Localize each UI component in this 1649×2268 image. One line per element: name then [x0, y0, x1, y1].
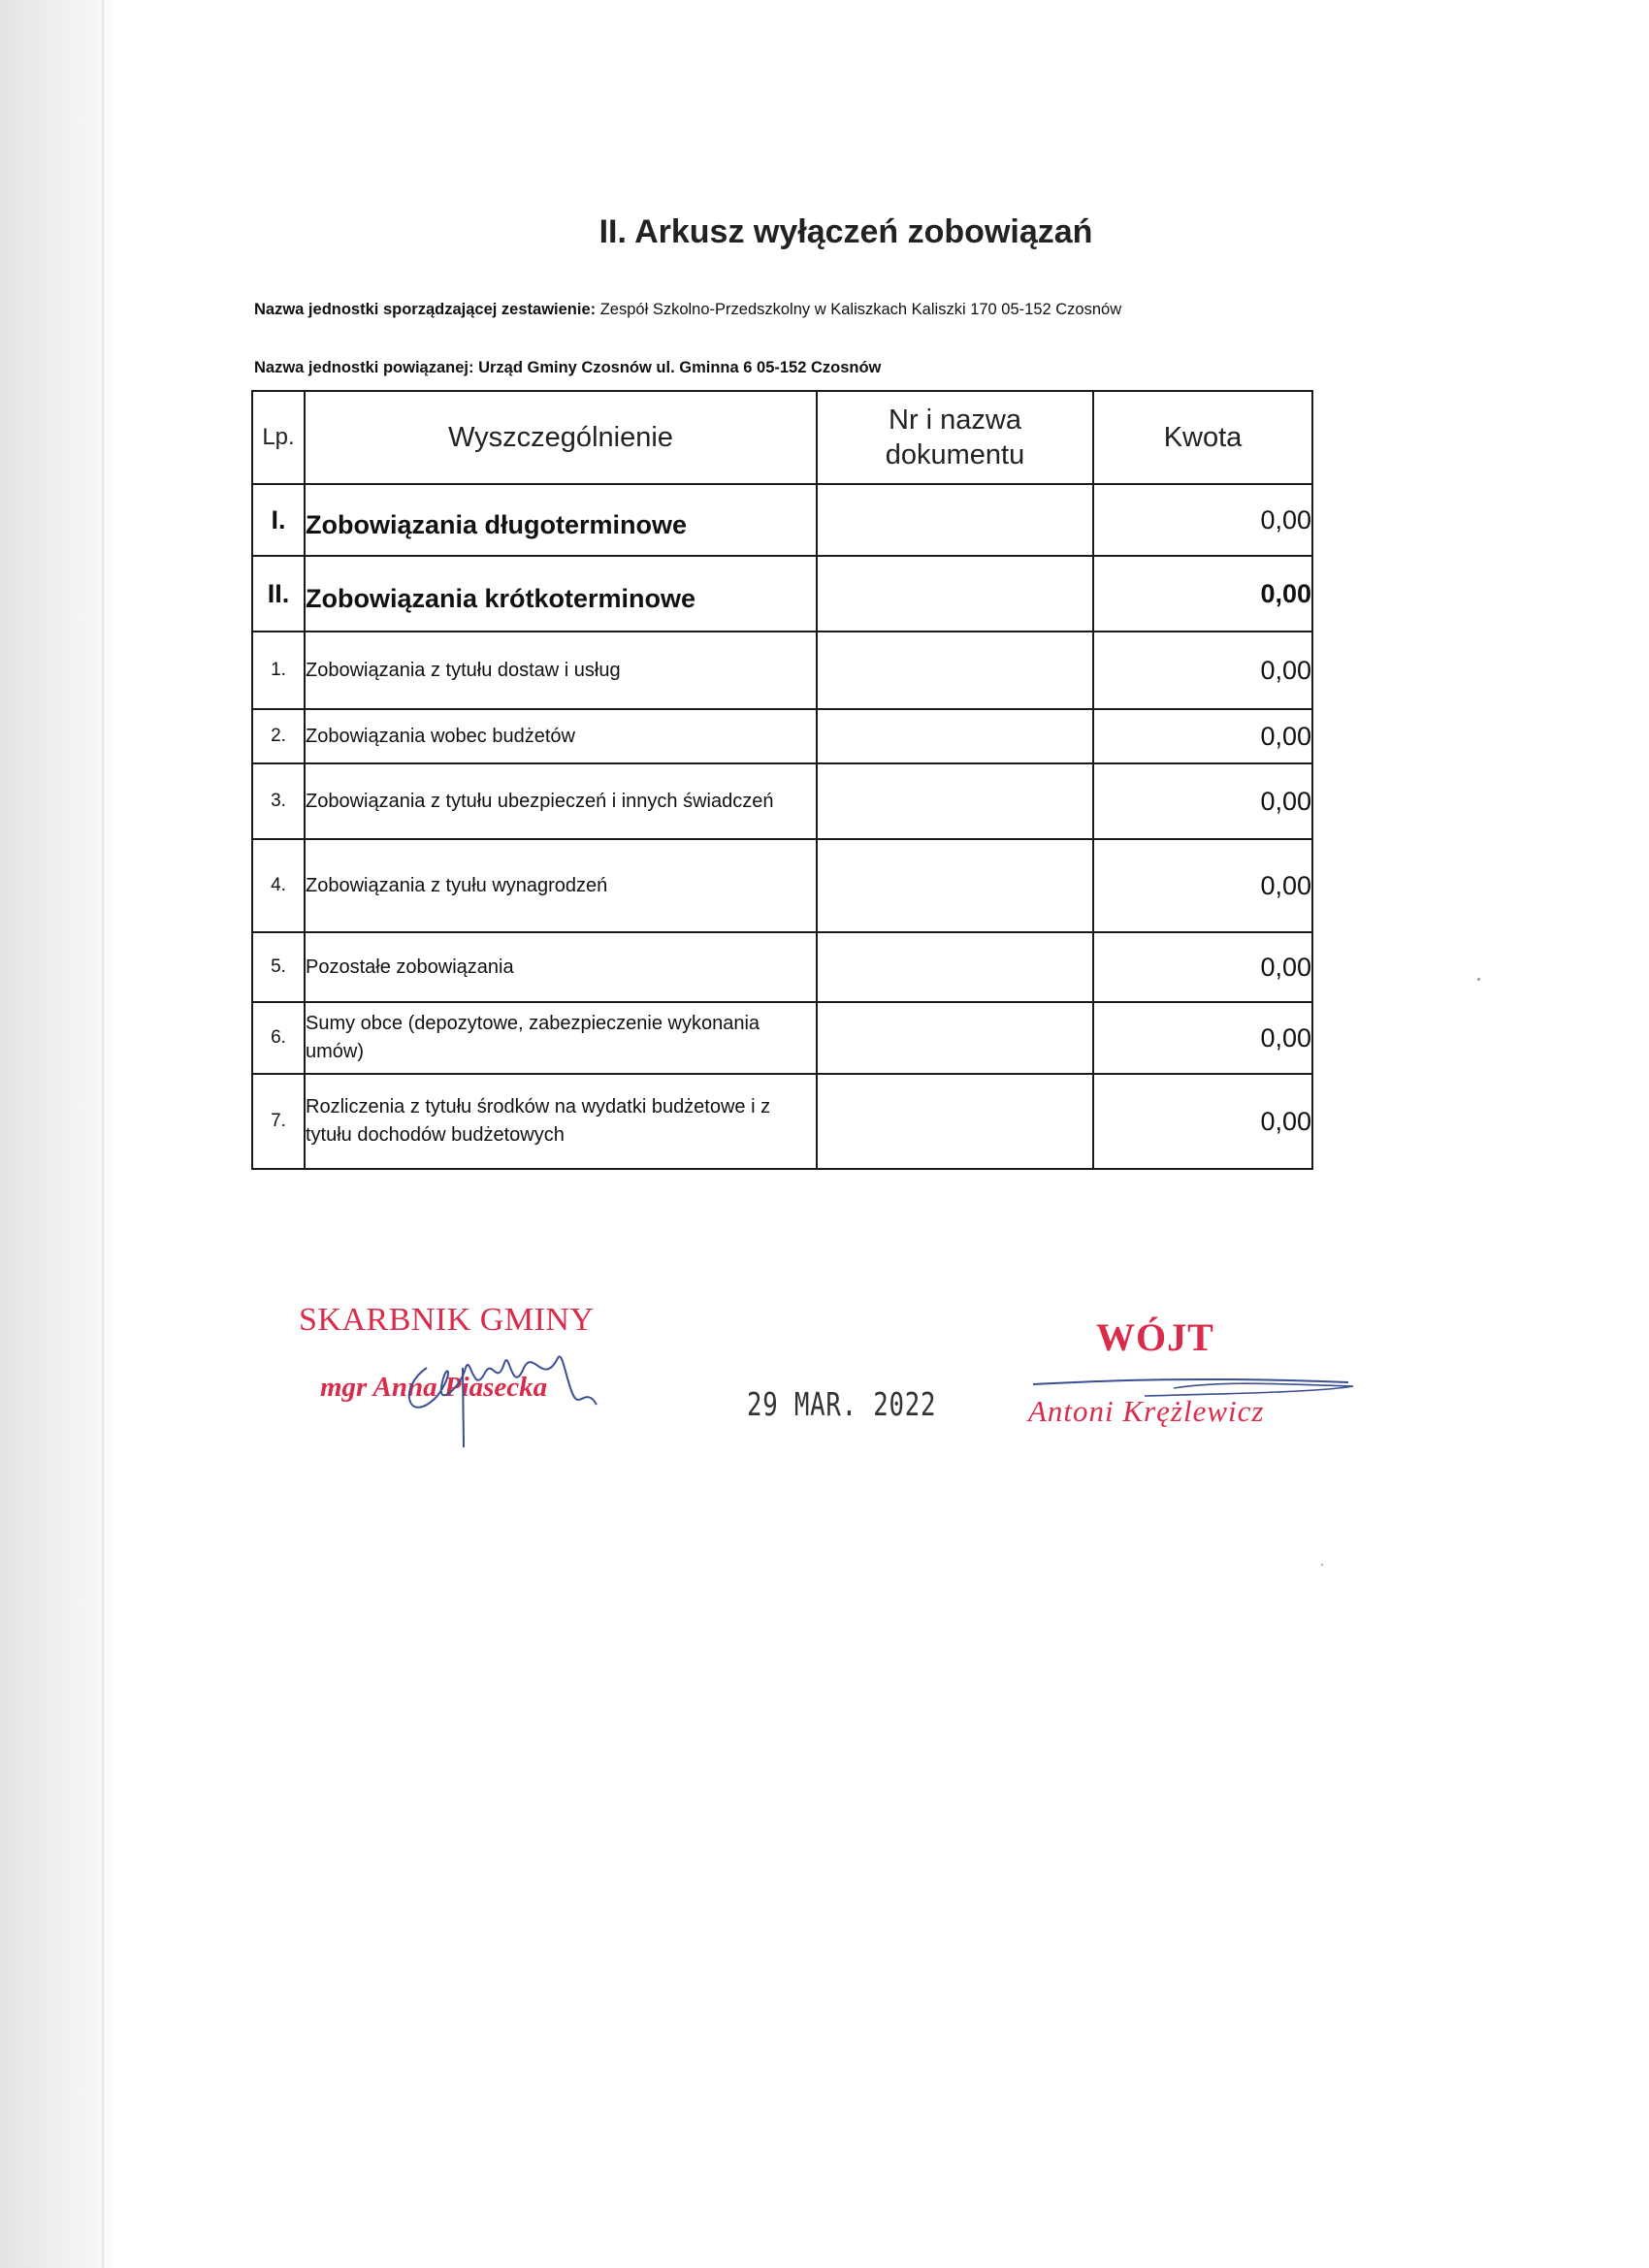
- table-row: [252, 556, 1312, 632]
- row-document: [817, 556, 1093, 632]
- row-description: Zobowiązania z tyułu wynagrodzeń: [305, 839, 817, 932]
- liabilities-table: [251, 390, 1313, 1170]
- row-description: Zobowiązania długoterminowe: [305, 484, 817, 556]
- row-description: Zobowiązania z tytułu ubezpieczeń i innych świadczeń: [305, 763, 817, 839]
- scan-edge-line: [102, 0, 104, 2268]
- reporting-unit-label: Nazwa jednostki sporządzającej zestawienie:: [254, 301, 597, 318]
- related-unit-value: Urząd Gminy Czosnów ul. Gminna 6 05-152 Czosnów: [478, 359, 882, 376]
- row-number: 7.: [252, 1074, 305, 1169]
- row-document: [817, 1002, 1093, 1074]
- mayor-stamp: [1028, 1314, 1358, 1441]
- treasurer-stamp-title: SKARBNIK GMINY: [299, 1302, 595, 1338]
- row-amount: 0,00: [1093, 709, 1312, 763]
- treasurer-stamp: [299, 1302, 619, 1428]
- row-document: [817, 632, 1093, 709]
- row-amount: 0,00: [1093, 839, 1312, 932]
- row-number: 6.: [252, 1002, 305, 1074]
- row-number: 2.: [252, 709, 305, 763]
- row-number: 3.: [252, 763, 305, 839]
- header-amount: Kwota: [1093, 391, 1312, 484]
- mayor-stamp-name: Antoni Krężlewicz: [1028, 1394, 1265, 1428]
- row-description: Sumy obce (depozytowe, zabezpieczenie wykonania umów): [305, 1002, 817, 1074]
- row-description: Rozliczenia z tytułu środków na wydatki budżetowe i z tytułu dochodów budżetowych: [305, 1074, 817, 1169]
- row-number: 5.: [252, 932, 305, 1002]
- row-amount: 0,00: [1093, 556, 1312, 632]
- scan-edge-shadow: [0, 0, 233, 2268]
- row-document: [817, 932, 1093, 1002]
- table-row: [252, 1074, 1312, 1169]
- row-amount: 0,00: [1093, 763, 1312, 839]
- row-description: Pozostałe zobowiązania: [305, 932, 817, 1002]
- row-amount: 0,00: [1093, 632, 1312, 709]
- table-row: [252, 484, 1312, 556]
- scan-speck: [1477, 978, 1480, 981]
- table-row: [252, 632, 1312, 709]
- row-number: II.: [252, 556, 305, 632]
- row-amount: 0,00: [1093, 484, 1312, 556]
- related-unit-label: Nazwa jednostki powiązanej:: [254, 359, 474, 376]
- row-description: Zobowiązania z tytułu dostaw i usług: [305, 632, 817, 709]
- header-description: Wyszczególnienie: [305, 391, 817, 484]
- table-row: [252, 763, 1312, 839]
- row-amount: 0,00: [1093, 1074, 1312, 1169]
- page-title: II. Arkusz wyłączeń zobowiązań: [598, 213, 1093, 250]
- table-header-row: [252, 391, 1312, 484]
- header-lp: Lp.: [252, 391, 305, 484]
- scan-speck: [1321, 1564, 1323, 1566]
- related-unit-line: [254, 359, 881, 377]
- row-document: [817, 763, 1093, 839]
- row-document: [817, 709, 1093, 763]
- date-stamp: 29 MAR. 2022: [747, 1385, 937, 1423]
- table-row: [252, 839, 1312, 932]
- treasurer-stamp-name: mgr Anna Piasecka: [320, 1372, 548, 1403]
- row-number: I.: [252, 484, 305, 556]
- table-row: [252, 932, 1312, 1002]
- reporting-unit-line: [254, 301, 1121, 319]
- table-row: [252, 709, 1312, 763]
- table-row: [252, 1002, 1312, 1074]
- row-number: 1.: [252, 632, 305, 709]
- row-document: [817, 839, 1093, 932]
- row-amount: 0,00: [1093, 932, 1312, 1002]
- reporting-unit-value: Zespół Szkolno-Przedszkolny w Kaliszkach Kaliszki 170 05-152 Czosnów: [599, 301, 1122, 318]
- row-document: [817, 1074, 1093, 1169]
- row-description: Zobowiązania krótkoterminowe: [305, 556, 817, 632]
- row-description: Zobowiązania wobec budżetów: [305, 709, 817, 763]
- mayor-stamp-title: WÓJT: [1096, 1315, 1214, 1359]
- row-document: [817, 484, 1093, 556]
- row-number: 4.: [252, 839, 305, 932]
- header-document: Nr i nazwa dokumentu: [817, 391, 1093, 484]
- row-amount: 0,00: [1093, 1002, 1312, 1074]
